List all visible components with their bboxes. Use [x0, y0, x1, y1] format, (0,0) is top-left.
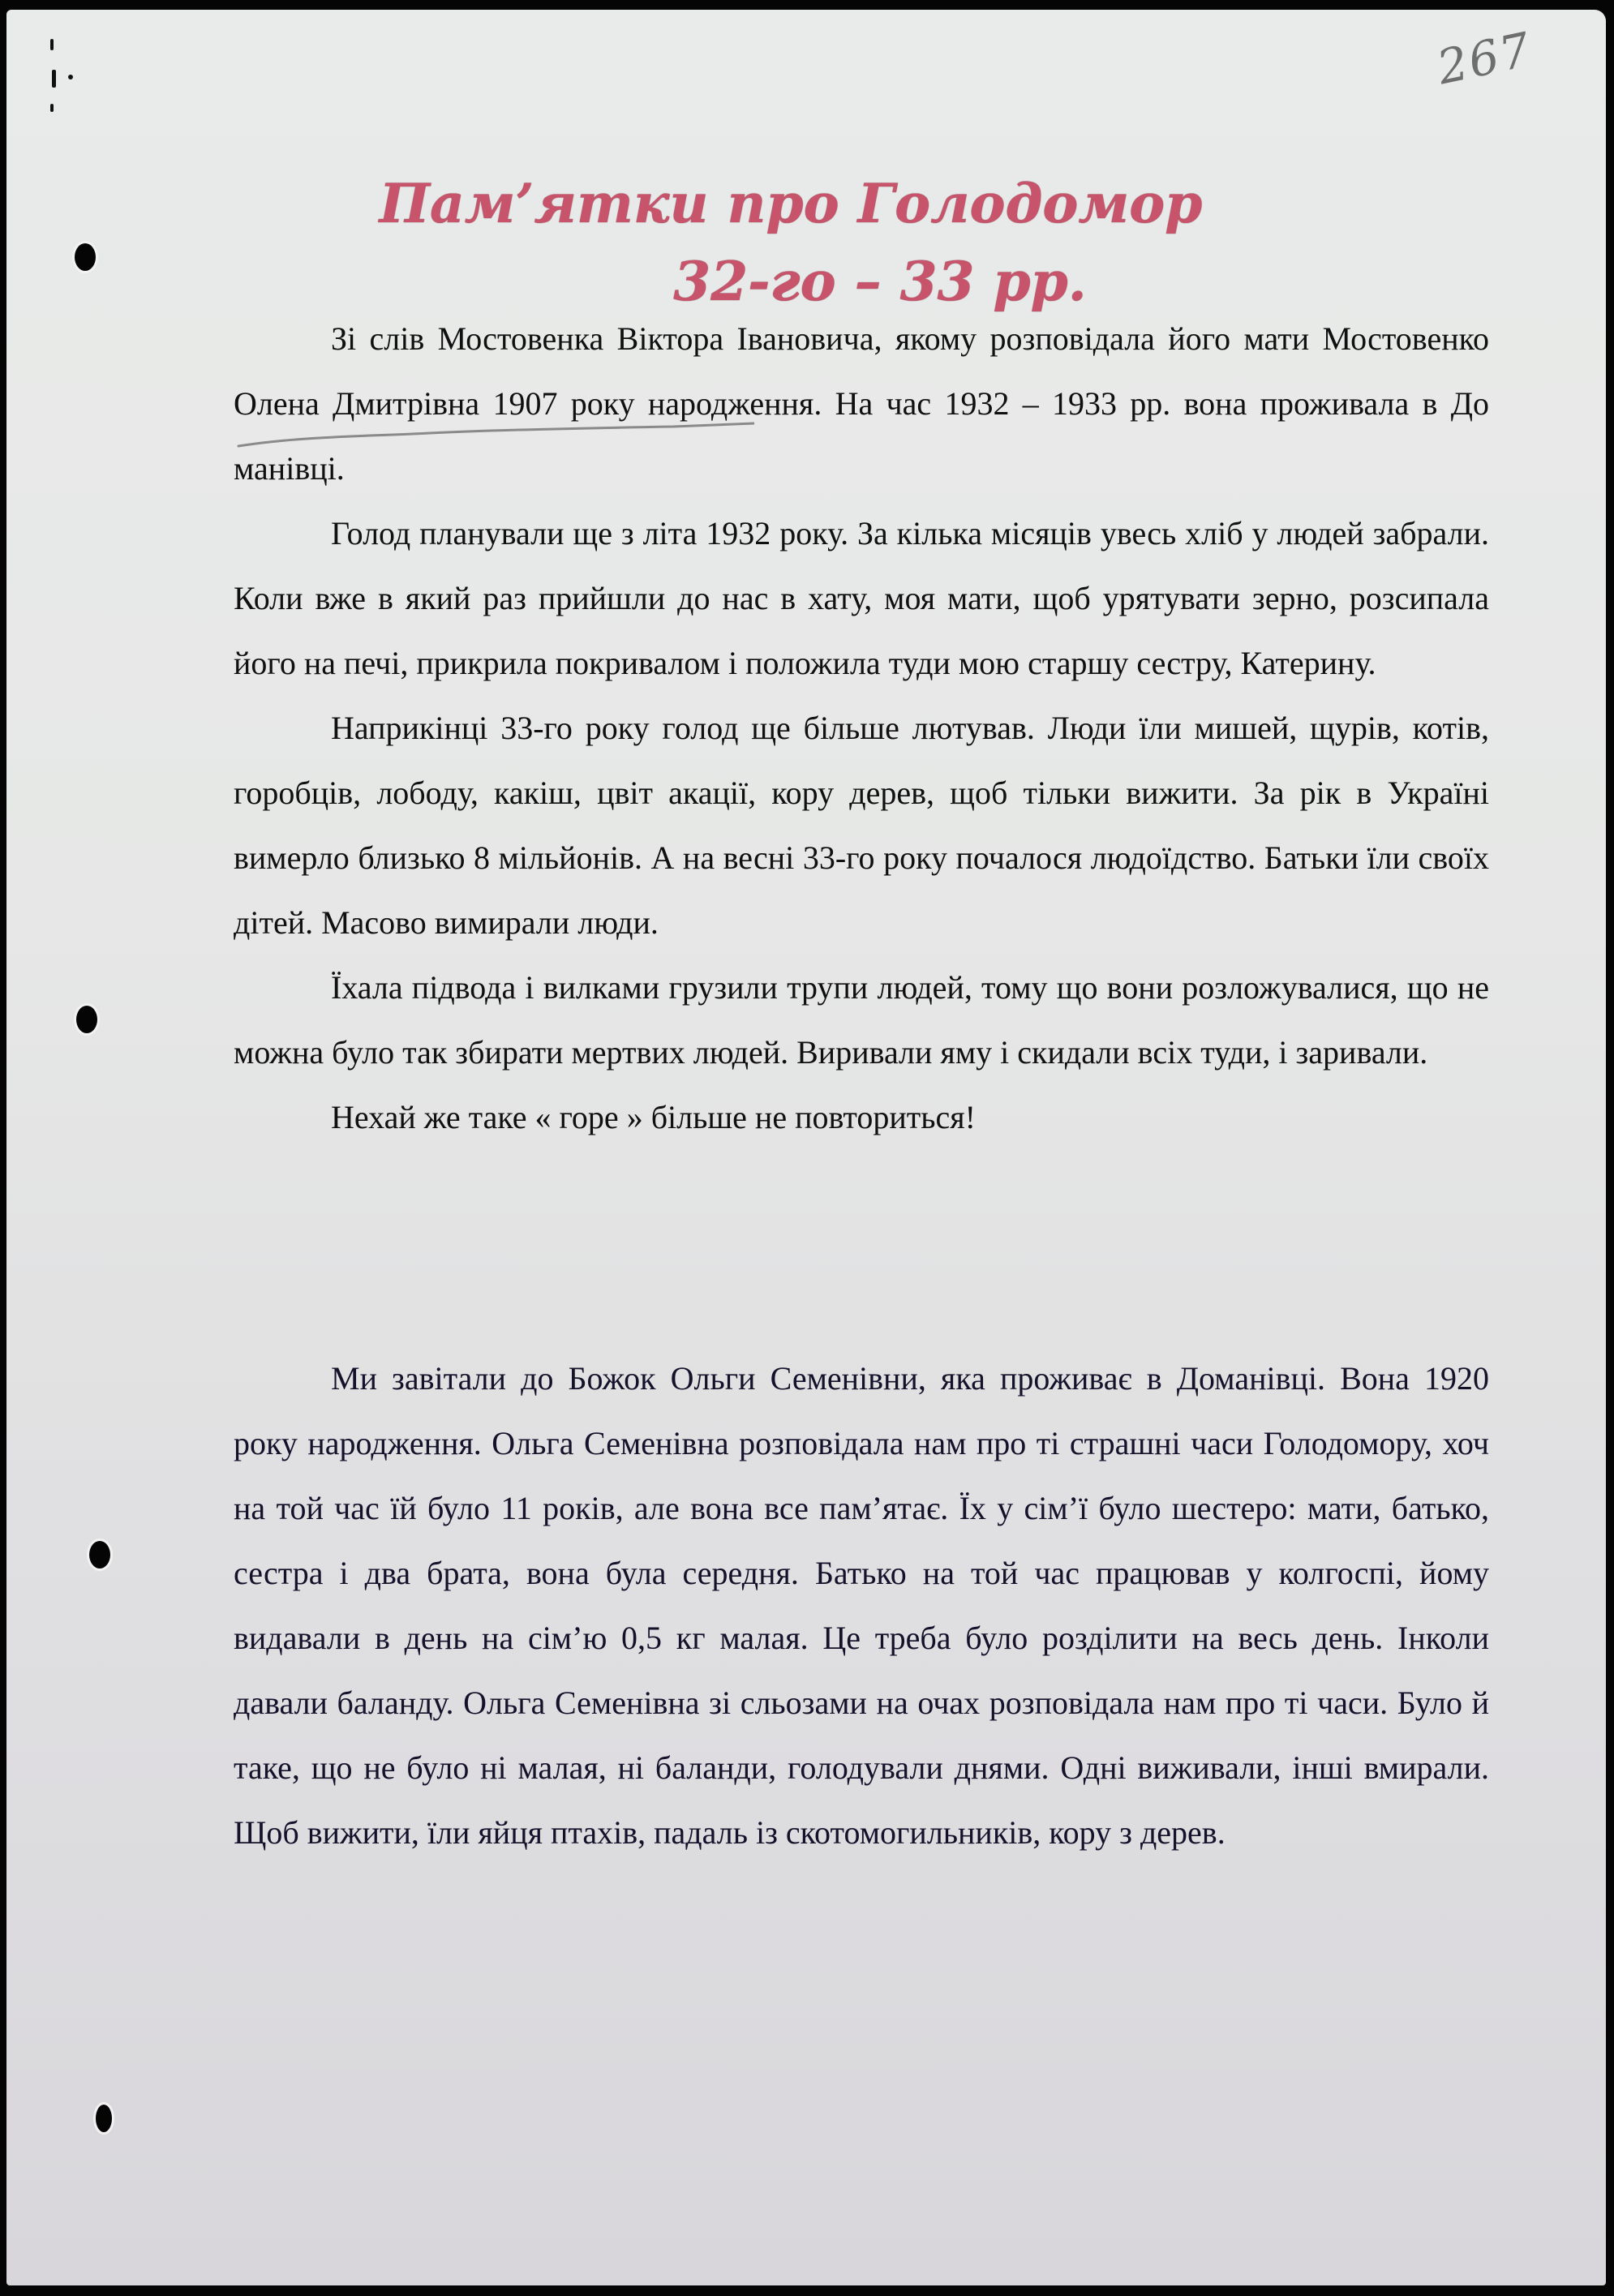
testimony-mostovenko — [234, 307, 1489, 1150]
paragraph: Ми завітали до Божок Ольги Семенівни, яка проживає в Доманівці. Вона 1920 року народження. Ольга Семенівна розповідала нам про ті страшні часи Голодомору, хоч на той час їй було 11 років, але вона все пам’ятає. Їх у сім’ї було шестеро: мати, батько, сестра і два брата, вона була середня. Батько на той час працював у колгоспі, йому видавали в день на сім’ю 0,5 кг малая. Це треба було розділити на весь день. Інколи давали баланду. Ольга Семенівна зі сльозами на очах розповідала нам про ті часи. Було й таке, що не було ні малая, ні баланди, голодували днями. Одні виживали, інші вмирали. Щоб вижити, їли яйця птахів, падаль із скотомогильників, кору з дерев. — [234, 1360, 1489, 1851]
paragraph: Наприкінці 33-го року голод ще більше лютував. Люди їли мишей, щурів, котів, горобців, лободу, какіш, цвіт акації, кору дерев, щоб тільки вижити. За рік в Україні вимерло близько 8 мільйонів. А на весні 33-го року почалося людоїдство. Батьки їли своїх дітей. Масово вимирали люди. — [234, 710, 1489, 941]
paragraph: Зі слів Мостовенка Віктора Івановича, якому розповідала його мати Мостовенко Олена Дмитрівна 1907 року народження. На час 1932 – 1933 рр. вона проживала в До манівці. — [234, 320, 1489, 487]
edge-mark — [52, 70, 56, 88]
testimony-bozhok — [234, 1346, 1489, 1865]
document-title: Пам’ятки про Голодомор — [379, 172, 1203, 235]
edge-mark — [68, 75, 73, 79]
edge-mark — [50, 104, 54, 112]
punch-hole — [96, 2105, 112, 2132]
paragraph: Їхала підвода і вилками грузили трупи людей, тому що вони розложувалися, що не можна було так збирати мертвих людей. Виривали яму і скидали всіх туди, і заривали. — [234, 969, 1489, 1071]
handwritten-page-number: 267 — [1432, 21, 1537, 96]
edge-mark — [50, 39, 54, 50]
paragraph: Голод планували ще з літа 1932 року. За кілька місяців увесь хліб у людей забрали. Коли вже в який раз прийшли до нас в хату, моя мати, щоб урятувати зерно, розсипала його на печі, прикрила покривалом і положила туди мою старшу сестру, Катерину. — [234, 515, 1489, 681]
closing-line: Нехай же таке « горе » більше не повториться! — [331, 1099, 976, 1135]
punch-hole — [76, 1006, 97, 1033]
document-subtitle: 32-го – 33 рр. — [673, 250, 1087, 313]
punch-hole — [89, 1541, 110, 1569]
